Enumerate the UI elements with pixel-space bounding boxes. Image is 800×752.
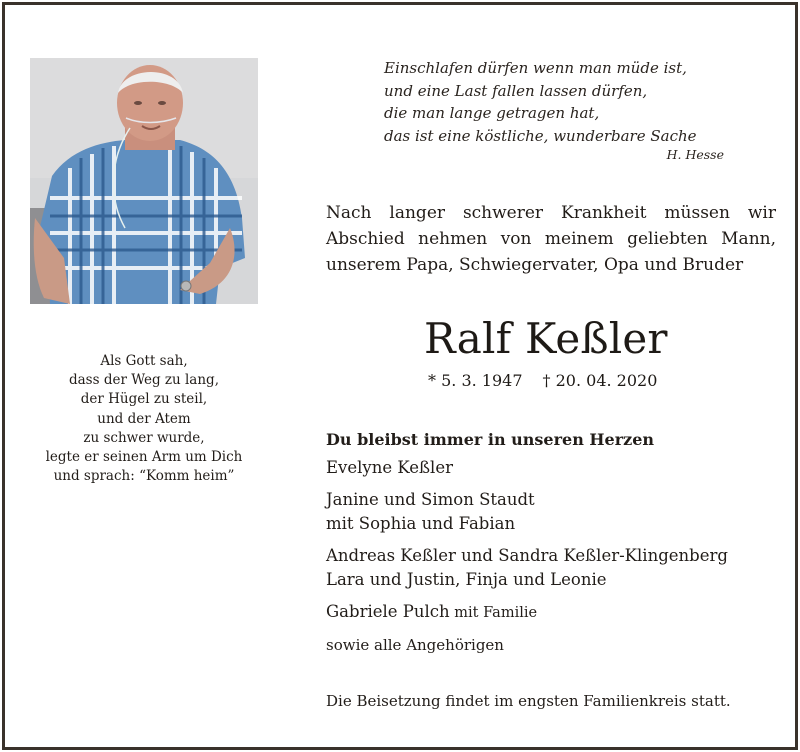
intro-line: Nach langer schwerer Krankheit müssen wir [326, 203, 776, 223]
birth-date: * 5. 3. 1947 [428, 371, 523, 390]
memorial-poem-line: zu schwer wurde, [83, 429, 205, 446]
poem-line: das ist eine köstliche, wunderbare Sache [384, 126, 697, 145]
mourner-group [326, 600, 786, 625]
memorial-poem-line: legte er seinen Arm um Dich [45, 449, 243, 466]
death-date: † 20. 04. 2020 [542, 371, 658, 390]
memorial-poem-line: der Hügel zu steil, [80, 391, 208, 408]
deceased-name: Ralf Keßler [424, 314, 668, 363]
poem-line: und eine Last fallen lassen dürfen, [384, 81, 648, 100]
poem-author: H. Hesse [666, 147, 724, 163]
mourner-group [326, 456, 786, 480]
sibling-name: Gabriele Pulch [326, 602, 450, 621]
mourner-line: mit Sophia und Fabian [326, 514, 516, 533]
mourner-line: Lara und Justin, Finja und Leonie [326, 570, 607, 589]
other-relatives: sowie alle Angehörigen [326, 636, 504, 654]
memorial-poem-line: und der Atem [97, 410, 191, 427]
portrait-illustration [30, 58, 258, 304]
mourners-heading: Du bleibst immer in unseren Herzen [326, 430, 655, 449]
memorial-poem-line: und sprach: “Komm heim” [53, 468, 235, 485]
mourner-group [326, 544, 786, 592]
life-dates [428, 371, 657, 390]
mourner-line: Andreas Keßler und Sandra Keßler-Klingenberg [326, 546, 728, 565]
memorial-poem-line: dass der Weg zu lang, [68, 372, 219, 389]
poem-line: Einschlafen dürfen wenn man müde ist, [384, 59, 687, 77]
memorial-poem [18, 352, 270, 486]
sibling-suffix: mit Familie [449, 605, 538, 621]
memorial-poem-line: Als Gott sah, [100, 353, 188, 369]
portrait-photo [30, 58, 258, 304]
intro-text [326, 200, 776, 278]
poem-line: die man lange getragen hat, [384, 104, 600, 123]
mourner-group [326, 488, 786, 536]
intro-line: Abschied nehmen von meinem geliebten Mann, [326, 229, 776, 249]
mourner-line [326, 600, 786, 625]
mourner-line: Janine und Simon Staudt [326, 490, 535, 509]
mourners-list [326, 428, 786, 657]
intro-line: unserem Papa, Schwiegervater, Opa und Bruder [326, 255, 744, 275]
hesse-poem [384, 57, 724, 162]
mourner-line: Evelyne Keßler [326, 458, 453, 477]
burial-notice: Die Beisetzung findet im engsten Familienkreis statt. [326, 692, 731, 710]
